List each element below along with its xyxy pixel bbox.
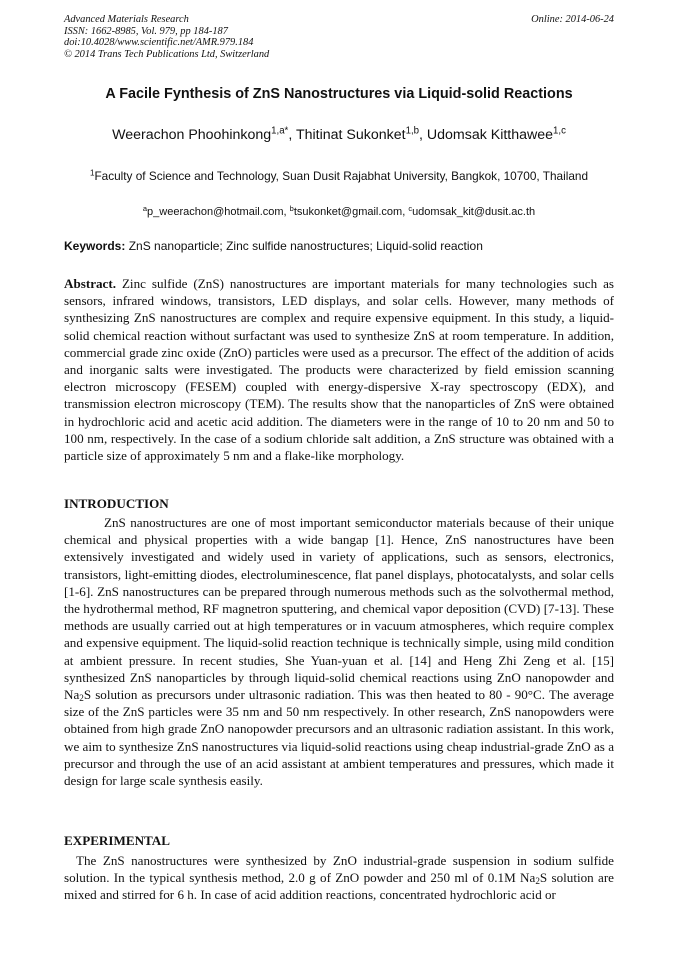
email-superscript: a — [142, 203, 148, 213]
affiliation-superscript: 1 — [89, 168, 95, 178]
issn-line: ISSN: 1662-8985, Vol. 979, pp 184-187 — [64, 25, 228, 37]
subscript: 2 — [79, 692, 84, 703]
author-superscript: 1,b — [405, 125, 419, 137]
experimental-heading: EXPERIMENTAL — [64, 833, 170, 848]
doi-line: doi:10.4028/www.scientific.net/AMR.979.184 — [64, 37, 254, 48]
abstract — [64, 275, 614, 464]
keywords-label: Keywords: — [64, 239, 126, 253]
author-superscript: 1,c — [553, 125, 566, 137]
exp-text-part1: The ZnS nanostructures were synthesized by ZnO industrial-grade suspension in sodium sulfide solution. In the typical synthesis method, 2.0 g of ZnO powder and 250 ml of 0.1M Na — [64, 853, 614, 886]
author-separator: , — [288, 127, 296, 143]
intro-text-part2: S solution as precursors under ultrasonic radiation. This was then heated to 80 - 90°C. The average size of the ZnS particles were 35 nm and 50 nm respectively. In other research, ZnS nanopowders were obtained from high grade ZnO nanopowder precursors and an ultrasonic radiation assistant. In this work, we aim to synthesize ZnS nanostructures via liquid-solid reactions using cheap industrial-grade ZnO as a precursor and through the use of an acid assistant at ambient temperatures and pressures, which made it design for large scale synthesis easily. — [64, 687, 614, 789]
affiliation-text: Faculty of Science and Technology, Suan Dusit Rajabhat University, Bangkok, 10700, Thailand — [94, 169, 589, 183]
introduction-paragraph — [64, 514, 614, 789]
author-separator: , — [418, 127, 427, 143]
keywords — [64, 239, 614, 253]
email-superscript: c — [408, 203, 413, 213]
online-date: Online: 2014-06-24 — [531, 14, 614, 25]
subscript: 2 — [535, 876, 540, 887]
keywords-text: ZnS nanoparticle; Zinc sulfide nanostructures; Liquid-solid reaction — [128, 239, 483, 253]
email-list: $^a$p_weerachon@hotmail.com, $^b$tsukonket@gmail.com, $^c$udomsak_kit@dusit.ac.th — [142, 203, 536, 218]
exp-text-part2: S solution are mixed and stirred for 6 h. In case of acid addition reactions, concentrated hydrochloric acid or — [64, 870, 614, 903]
journal-name: Advanced Materials Research — [64, 14, 189, 25]
author-name: Udomsak Kitthawee — [426, 127, 554, 143]
intro-text-part1: ZnS nanostructures are one of most important semiconductor materials because of their unique chemical and physical properties with a wide bangap [1]. Hence, ZnS nanostructures have been extensively investigated and widely used in variety of applications, such as sensors, electronics, transistors, light-emitting diodes, electroluminescence, flat panel displays, photocatalysts, and solar cells [1-6]. ZnS nanostructures can be prepared through numerous methods such as the solvothermal method, the hydrothermal method, RF magnetron sputtering, and chemical vapor deposition (CVD) [7-13]. These methods are usually carried out at high temperatures or in vacuum atmospheres, which require complex and expensive equipment. The liquid-solid reaction technique is technically simple, using mild condition at ambient pressure. In recent studies, She Yuan-yuan et al. [14] and Heng Zhi Zeng et al. [15] synthesized ZnS nanoparticles by through liquid-solid chemical reactions using ZnO nanopowder and Na — [64, 515, 614, 703]
email-address[interactable]: tsukonket@gmail.com — [293, 206, 403, 218]
author-name: Thitinat Sukonket — [295, 127, 406, 143]
running-header — [64, 14, 614, 60]
copyright-line: © 2014 Trans Tech Publications Ltd, Switzerland — [64, 48, 270, 60]
introduction-heading: INTRODUCTION — [64, 496, 169, 511]
abstract-label: Abstract. — [64, 276, 116, 291]
email-address[interactable]: p_weerachon@hotmail.com — [147, 206, 284, 218]
affiliation — [0, 169, 678, 183]
author-list — [0, 127, 678, 143]
email-superscript: b — [289, 203, 294, 213]
email-address[interactable]: udomsak_kit@dusit.ac.th — [412, 206, 536, 218]
author-name: Weerachon Phoohinkong — [112, 127, 272, 143]
abstract-text: Zinc sulfide (ZnS) nanostructures are important materials for many technologies such as sensors, infrared windows, transistors, LED displays, and solar cells. However, many methods of synthesizing ZnS nanostructures are complex and require expensive equipment. In this study, a liquid-solid chemical reaction without surfactant was used to synthesize ZnS at room temperature. In addition, commercial grade zinc oxide (ZnO) particles were used as a precursor. The effect of the addition of acids and inorganic salts were investigated. The products were characterized by field emission scanning electron microscopy (FESEM) coupled with energy-dispersive X-ray spectroscopy (EDX), and transmission electron microscopy (TEM). The results show that the nanoparticles of ZnS were obtained in hydrochloric acid and acetic acid addition. The diameters were in the range of 10 to 20 nm and 50 to 100 nm, respectively. In the case of a sodium chloride salt addition, a ZnS structure was obtained with a particle size of approximately 5 nm and a flake-like morphology. — [64, 276, 614, 464]
author-superscript: 1,a* — [271, 125, 289, 137]
paper-title: A Facile Fynthesis of ZnS Nanostructures via Liquid-solid Reactions — [105, 86, 573, 102]
experimental-paragraph — [64, 852, 614, 904]
